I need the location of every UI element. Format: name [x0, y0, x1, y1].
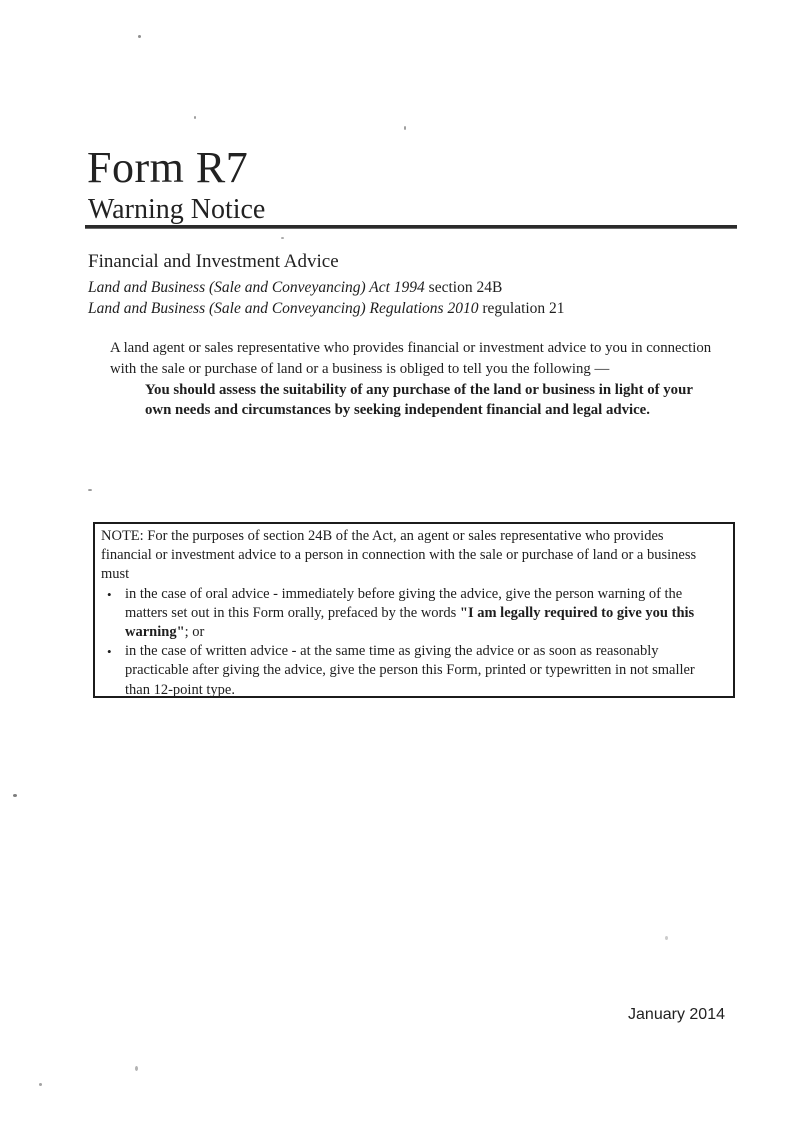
- bullet-icon: •: [107, 644, 112, 660]
- scan-speck: [88, 489, 92, 491]
- form-subtitle: Warning Notice: [88, 194, 266, 225]
- scan-speck: [39, 1083, 42, 1086]
- scan-speck: [404, 126, 406, 130]
- scan-speck: [13, 794, 17, 797]
- regulation-citation: Land and Business (Sale and Conveyancing) Regulations 2010 regulation 21: [88, 299, 565, 317]
- legislation-citations: [88, 278, 565, 319]
- bullet-icon: •: [107, 586, 112, 602]
- note-intro-line: NOTE: For the purposes of section 24B of the Act, an agent or sales representative who provides: [101, 528, 664, 544]
- scan-speck: [135, 1066, 138, 1071]
- scan-speck: [194, 116, 196, 119]
- scan-speck: [138, 35, 141, 38]
- warning-statement: You should assess the suitability of any purchase of the land or business in light of your own needs and circumstances by seeking independent financial and legal advice.: [145, 382, 693, 418]
- header-rule: [85, 225, 737, 229]
- act-citation: Land and Business (Sale and Conveyancing) Act 1994 section 24B: [88, 279, 503, 296]
- intro-paragraph: A land agent or sales representative who provides financial or investment advice to you in connection with the sale or purchase of land or a business is obliged to tell you the following —: [110, 340, 712, 377]
- note-intro-line: financial or investment advice to a person in connection with the sale or purchase of land or a business: [101, 547, 697, 564]
- form-title: Form R7: [87, 143, 249, 192]
- bullet-item-oral-advice: • in the case of oral advice - immediately before giving the advice, give the person warning of the matters set out in this Form orally, prefaced by the words "I am legally required to give you this warning"; or: [107, 585, 695, 641]
- note-intro-line: must: [101, 566, 130, 583]
- scan-speck: [665, 936, 668, 940]
- note-box: [93, 522, 735, 698]
- footer-date: January 2014: [628, 1006, 725, 1023]
- bullet-item-written-advice: • in the case of written advice - at the same time as giving the advice or as soon as reasonably practicable after giving the advice, give the person this Form, printed or typewritten in not smaller than 12-point type.: [107, 643, 695, 698]
- scan-speck: [281, 237, 284, 239]
- section-title: Financial and Investment Advice: [88, 251, 339, 272]
